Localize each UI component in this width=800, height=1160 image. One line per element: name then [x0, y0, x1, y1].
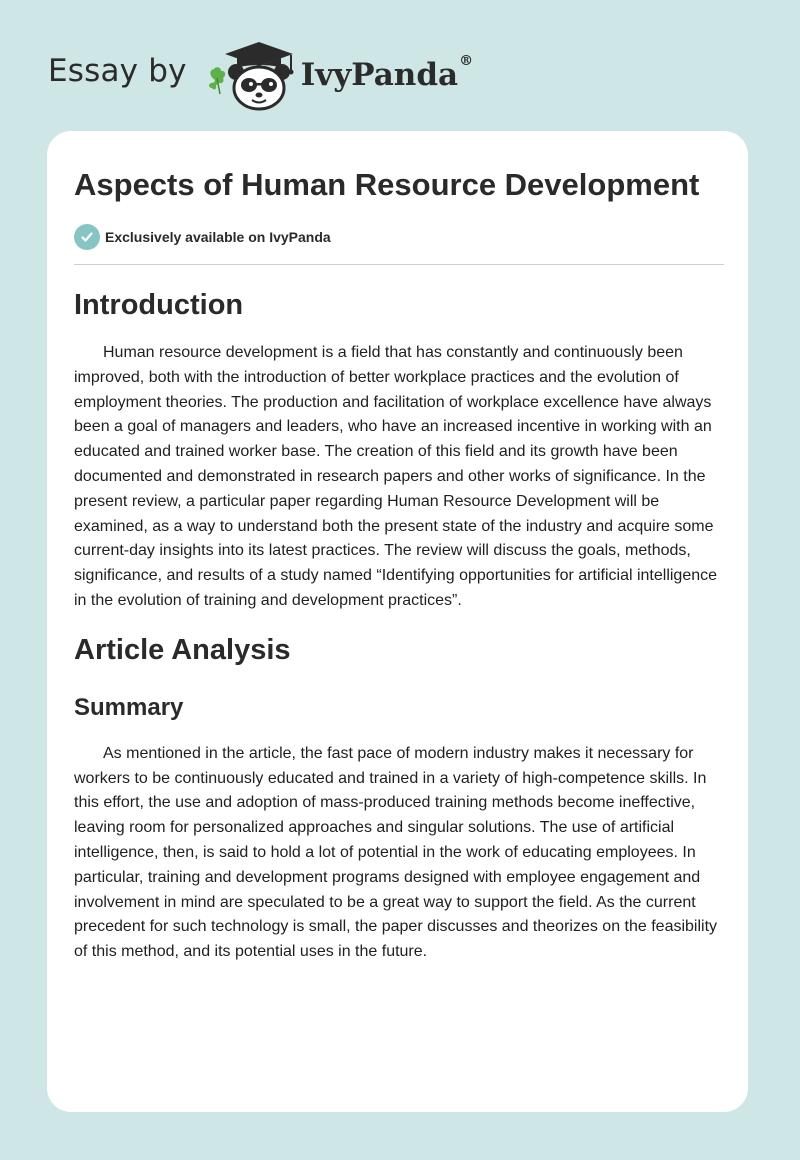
ivy-leaf-icon [209, 67, 225, 94]
exclusive-label: Exclusively available on IvyPanda [105, 229, 331, 245]
article-analysis-heading: Article Analysis [74, 633, 291, 666]
check-icon [74, 224, 100, 250]
panda-logo-icon[interactable] [205, 36, 297, 112]
essay-content [74, 164, 724, 965]
summary-heading: Summary [74, 693, 184, 721]
brand-name[interactable]: IvyPanda® [300, 53, 474, 93]
essay-title: Aspects of Human Resource Development [74, 167, 700, 202]
registered-mark: ® [459, 53, 474, 69]
summary-paragraph: As mentioned in the article, the fast pace of modern industry makes it necessary for workers to be continuously educated and trained in a variety of high-competence skills. In this effort, the use and adoption of mass-produced training methods become ineffective, leaving room for personalized approaches and singular solutions. The use of artificial intelligence, then, is said to hold a lot of potential in the work of educating employees. In particular, training and development programs designed with employee engagement and involvement in mind are speculated to be a great way to support the field. As the current precedent for such technology is small, the paper discusses and theorizes on the feasibility of this method, and its potential uses in the future. [74, 744, 718, 961]
exclusive-badge [74, 224, 724, 250]
introduction-heading: Introduction [74, 289, 244, 321]
title-divider [74, 264, 724, 265]
site-header [48, 34, 473, 114]
essay-card [47, 131, 748, 1112]
introduction-paragraph: Human resource development is a field that has constantly and continuously been improved, both with the introduction of better workplace practices and the evolution of employment theories. The production and facilitation of workplace excellence have always been a goal of managers and leaders, who have an increased incentive in working with an educated and trained worker base. The creation of this field and its growth have been documented and demonstrated in research papers and other works of significance. In the present review, a particular paper regarding Human Resource Development will be examined, as a way to understand both the present state of the industry and acquire some current-day insights into its latest practices. The review will discuss the goals, methods, significance, and results of a study named “Identifying opportunities for artificial intelligence in the evolution of training and development practices”. [74, 344, 718, 609]
essay-by-label: Essay by [48, 53, 187, 89]
